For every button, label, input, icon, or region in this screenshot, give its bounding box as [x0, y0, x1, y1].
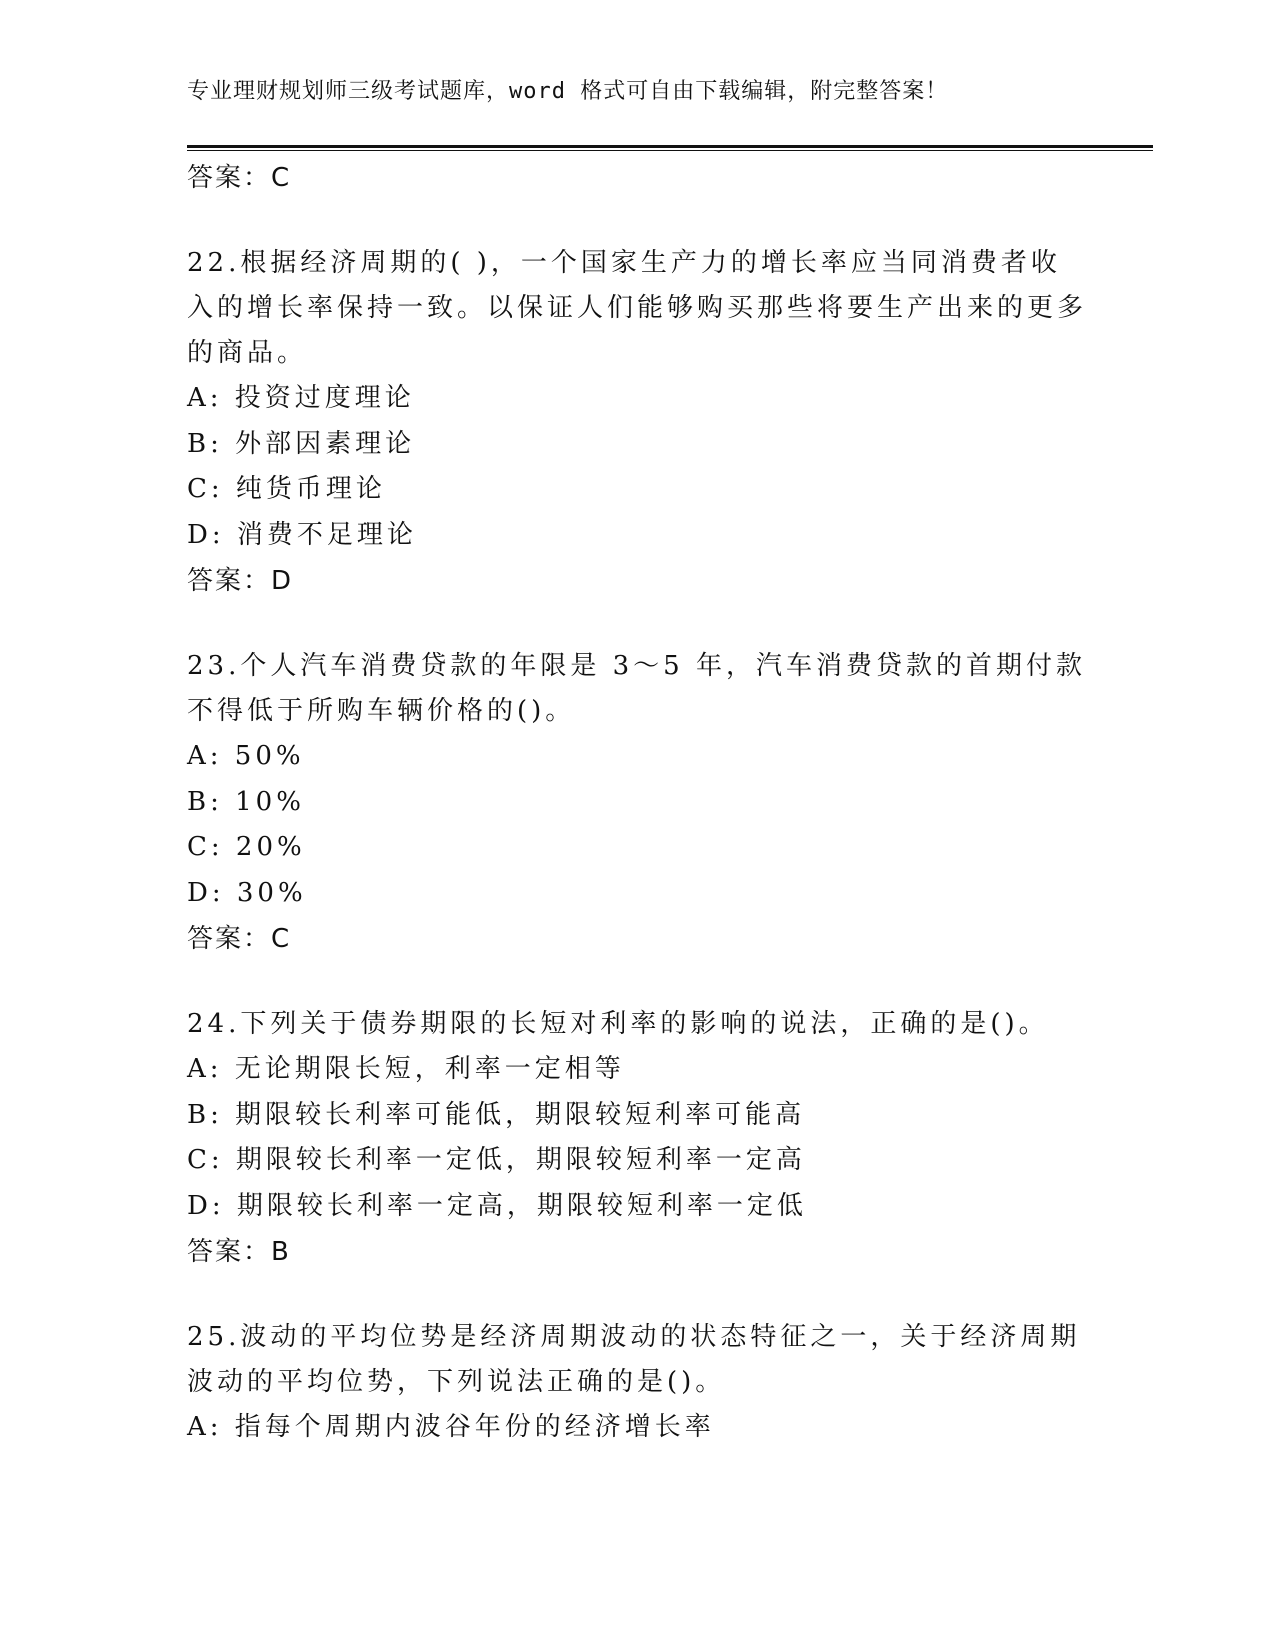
answer-21: 答案：C	[187, 163, 292, 193]
option-a: A: 50%	[187, 741, 305, 771]
option-d: D: 期限较长利率一定高，期限较短利率一定低	[187, 1190, 807, 1221]
header-rule-thin	[187, 150, 1153, 151]
option-c: C: 期限较长利率一定低，期限较短利率一定高	[187, 1145, 806, 1175]
question-22	[187, 241, 1087, 604]
question-24	[187, 1002, 1087, 1275]
question-list	[187, 155, 1087, 1451]
option-a: A: 指每个周期内波谷年份的经济增长率	[187, 1412, 715, 1442]
page-header: 专业理财规划师三级考试题库，word 格式可自由下载编辑，附完整答案！	[187, 79, 949, 104]
question-text: 25.波动的平均位势是经济周期波动的状态特征之一，关于经济周期波动的平均位势，下列说法正确的是()。	[187, 1322, 1081, 1397]
question-text: 22.根据经济周期的( )，一个国家生产力的增长率应当同消费者收入的增长率保持一致。以保证人们能够购买那些将要生产出来的更多的商品。	[187, 248, 1088, 368]
answer: 答案：D	[187, 566, 294, 596]
option-d: D: 消费不足理论	[187, 519, 417, 550]
question-25	[187, 1315, 1087, 1451]
option-b: B: 10%	[187, 786, 305, 817]
option-a: A: 无论期限长短，利率一定相等	[187, 1054, 625, 1084]
option-c: C: 20%	[187, 832, 306, 862]
option-a: A: 投资过度理论	[187, 383, 415, 413]
option-b: B: 期限较长利率可能低，期限较短利率可能高	[187, 1099, 806, 1130]
answer: 答案：B	[187, 1237, 291, 1267]
question-23	[187, 644, 1087, 962]
option-d: D: 30%	[187, 877, 307, 908]
answer: 答案：C	[187, 924, 292, 954]
question-text: 23.个人汽车消费贷款的年限是 3～5 年，汽车消费贷款的首期付款不得低于所购车辆价格的()。	[187, 651, 1086, 726]
option-b: B: 外部因素理论	[187, 428, 416, 459]
option-c: C: 纯货币理论	[187, 474, 386, 504]
question-text: 24.下列关于债券期限的长短对利率的影响的说法，正确的是()。	[187, 1009, 1049, 1039]
header-rule	[187, 145, 1153, 148]
